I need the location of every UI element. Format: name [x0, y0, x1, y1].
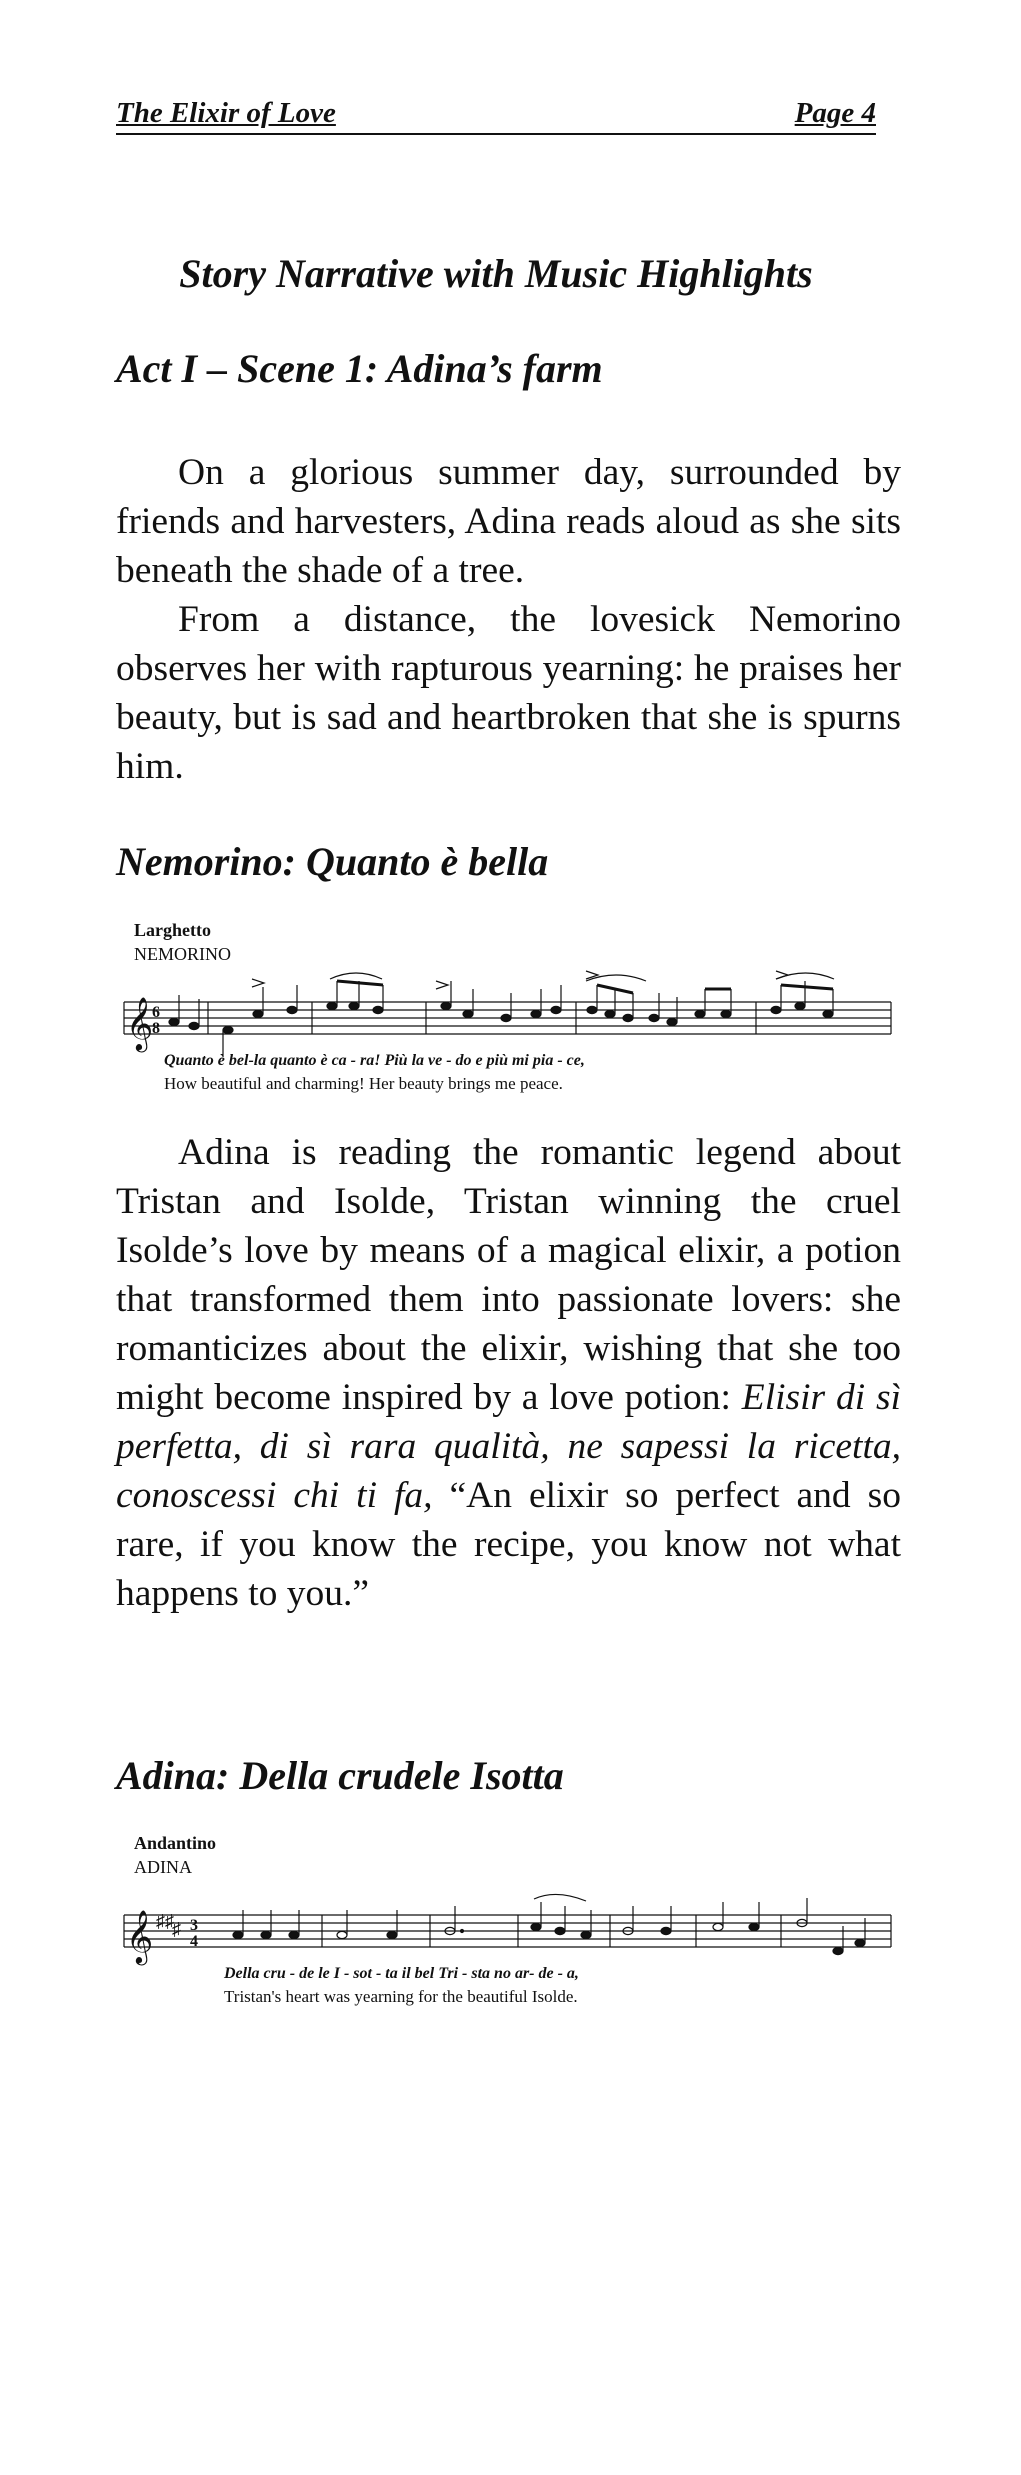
svg-text:♯♯: ♯♯: [156, 1911, 174, 1931]
voice-label: ADINA: [134, 1857, 192, 1877]
svg-text:𝄞: 𝄞: [126, 996, 154, 1050]
lyrics-line: Della cru - de le I - sot - ta il bel Tri - sta no ar- de - a,: [224, 1965, 579, 1982]
paragraph-text-before: Adina is reading the romantic legend about Tristan and Isolde, Tristan winning the cruel Isolde’s love by means of a magical elixir, a potion that transformed them into passionate lovers: she romanticizes about the elixir, wishing that she too might become inspired by a love potion:: [116, 1132, 901, 1418]
svg-text:8: 8: [152, 1020, 160, 1037]
scene-heading: Act I – Scene 1: Adina’s farm: [116, 346, 603, 391]
running-header: [116, 93, 876, 135]
svg-text:♯: ♯: [172, 1919, 181, 1939]
aria-heading-2: Adina: Della crudele Isotta: [116, 1753, 564, 1798]
svg-text:4: 4: [190, 1933, 198, 1950]
paragraph: [116, 1128, 901, 1618]
lyrics-translation: How beautiful and charming! Her beauty brings me peace.: [164, 1074, 563, 1093]
header-title: The Elixir of Love: [116, 97, 336, 129]
paragraph-text-after: “An elixir so perfect and so rare, if you know the recipe, you know not what happens to you.”: [116, 1475, 901, 1614]
section-title: Story Narrative with Music Highlights: [179, 251, 813, 296]
tempo-marking: Larghetto: [134, 920, 211, 940]
aria-heading-1: Nemorino: Quanto è bella: [116, 839, 549, 884]
paragraph: From a distance, the lovesick Nemorino observes her with rapturous yearning: he praises her beauty, but is sad and heartbroken that she is spurns him.: [116, 599, 901, 787]
music-excerpt-1: [116, 912, 901, 1092]
voice-label: NEMORINO: [134, 944, 231, 964]
svg-text:𝄞: 𝄞: [126, 1909, 154, 1963]
italian-quote: Elisir di sì perfetta, di sì rara qualità, ne sapessi la ricetta, conoscessi chi ti fa,: [116, 1377, 901, 1516]
paragraph: On a glorious summer day, surrounded by friends and harvesters, Adina reads aloud as she sits beneath the shade of a tree.: [116, 452, 901, 591]
lyrics-line: Quanto è bel-la quanto è ca - ra! Più la ve - do e più mi pia - ce,: [164, 1052, 585, 1069]
narrative-block-1: [116, 448, 901, 791]
svg-text:6: 6: [152, 1004, 160, 1021]
page-number: Page 4: [794, 97, 876, 129]
svg-text:3: 3: [190, 1917, 198, 1934]
narrative-block-2: [116, 1128, 901, 1618]
tempo-marking: Andantino: [134, 1833, 217, 1853]
lyrics-translation: Tristan's heart was yearning for the beautiful Isolde.: [224, 1987, 578, 2006]
music-excerpt-2: [116, 1825, 901, 2005]
